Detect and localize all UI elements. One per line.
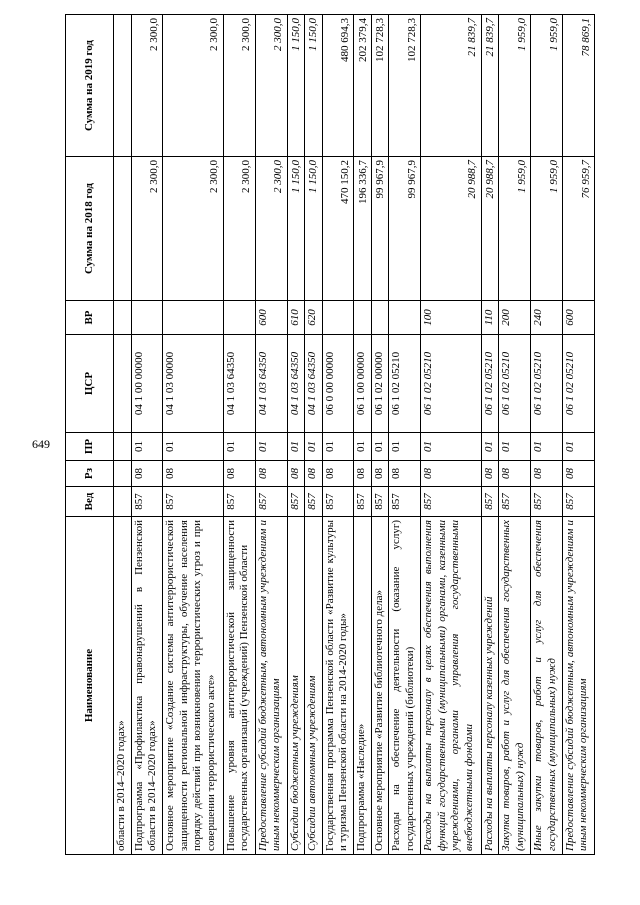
cell-sum-2018: 99 967,9 bbox=[371, 157, 389, 301]
cell-rz: 08 bbox=[322, 461, 354, 487]
table-body bbox=[114, 15, 595, 855]
table-row bbox=[354, 15, 372, 855]
cell-sum-2018: 470 150,2 bbox=[322, 157, 354, 301]
cell-name: Предоставление субсидий бюджетным, автономным учреждениям и иным некоммерческим организациям bbox=[563, 517, 595, 855]
cell-vr: 600 bbox=[255, 301, 287, 335]
cell-sum-2018: 196 336,7 bbox=[354, 157, 372, 301]
cell-vr bbox=[223, 301, 255, 335]
cell-pr: 01 bbox=[322, 433, 354, 461]
cell-sum-2019: 2 300,0 bbox=[223, 15, 255, 157]
cell-rz: 08 bbox=[223, 461, 255, 487]
cell-sum-2019: 1 959,0 bbox=[531, 15, 563, 157]
cell-sum-2018: 1 150,0 bbox=[305, 157, 323, 301]
cell-vr: 100 bbox=[421, 301, 482, 335]
cell-rz: 08 bbox=[499, 461, 531, 487]
cell-csr: 06 1 02 05210 bbox=[563, 335, 595, 433]
cell-vr: 610 bbox=[287, 301, 305, 335]
cell-name: Основное мероприятие «Создание системы антитеррористической защищенности региональной инфраструктуры, обучение населения порядку действий при возникновении террористических угроз и при совершении террористического акте» bbox=[163, 517, 224, 855]
cell-csr bbox=[114, 335, 132, 433]
cell-sum-2019: 2 300,0 bbox=[255, 15, 287, 157]
cell-vr: 620 bbox=[305, 301, 323, 335]
cell-pr: 01 bbox=[531, 433, 563, 461]
table-row bbox=[163, 15, 224, 855]
cell-rz: 08 bbox=[531, 461, 563, 487]
cell-csr: 06 1 00 00000 bbox=[354, 335, 372, 433]
cell-csr: 06 1 02 05210 bbox=[389, 335, 421, 433]
cell-sum-2019 bbox=[114, 15, 132, 157]
table-row bbox=[322, 15, 354, 855]
table-row bbox=[389, 15, 421, 855]
cell-rz bbox=[114, 461, 132, 487]
header-ved: Вед bbox=[66, 487, 114, 517]
cell-csr: 06 1 02 05210 bbox=[421, 335, 482, 433]
cell-rz: 08 bbox=[481, 461, 499, 487]
cell-sum-2019: 202 379,4 bbox=[354, 15, 372, 157]
cell-vr: 200 bbox=[499, 301, 531, 335]
cell-sum-2018: 2 300,0 bbox=[131, 157, 163, 301]
cell-rz: 08 bbox=[163, 461, 224, 487]
cell-sum-2019: 1 150,0 bbox=[287, 15, 305, 157]
table-row bbox=[481, 15, 499, 855]
cell-name: Субсидии автономным учреждениям bbox=[305, 517, 323, 855]
table-row bbox=[114, 15, 132, 855]
cell-sum-2018: 20 988,7 bbox=[481, 157, 499, 301]
cell-pr: 01 bbox=[223, 433, 255, 461]
rotated-table-container bbox=[65, 15, 595, 855]
cell-pr: 01 bbox=[563, 433, 595, 461]
table-row bbox=[305, 15, 323, 855]
cell-vr: 110 bbox=[481, 301, 499, 335]
cell-csr: 04 1 03 64350 bbox=[223, 335, 255, 433]
cell-ved: 857 bbox=[389, 487, 421, 517]
cell-pr: 01 bbox=[421, 433, 482, 461]
cell-pr: 01 bbox=[287, 433, 305, 461]
cell-sum-2019: 2 300,0 bbox=[131, 15, 163, 157]
cell-name: области в 2014–2020 годах» bbox=[114, 517, 132, 855]
cell-rz: 08 bbox=[389, 461, 421, 487]
cell-rz: 08 bbox=[371, 461, 389, 487]
cell-vr bbox=[114, 301, 132, 335]
table-row bbox=[421, 15, 482, 855]
cell-sum-2019: 1 150,0 bbox=[305, 15, 323, 157]
cell-rz: 08 bbox=[563, 461, 595, 487]
cell-rz: 08 bbox=[287, 461, 305, 487]
cell-name: Расходы на выплаты персоналу в целях обеспечения выполнения функций государственными (муниципальными) органами, казенными учреждениями, органами управления государственными внебюджетными фондами bbox=[421, 517, 482, 855]
cell-name: Основное мероприятие «Развитие библиотечного дела» bbox=[371, 517, 389, 855]
header-sum-2019: Сумма на 2019 год bbox=[66, 15, 114, 157]
cell-vr: 240 bbox=[531, 301, 563, 335]
cell-sum-2019: 102 728,3 bbox=[371, 15, 389, 157]
cell-pr: 01 bbox=[131, 433, 163, 461]
cell-csr: 04 1 03 64350 bbox=[305, 335, 323, 433]
cell-rz: 08 bbox=[354, 461, 372, 487]
header-pr: ПР bbox=[66, 433, 114, 461]
cell-csr: 04 1 00 00000 bbox=[131, 335, 163, 433]
cell-pr: 01 bbox=[389, 433, 421, 461]
cell-pr: 01 bbox=[163, 433, 224, 461]
cell-sum-2018 bbox=[114, 157, 132, 301]
cell-vr: 600 bbox=[563, 301, 595, 335]
cell-vr bbox=[322, 301, 354, 335]
cell-pr: 01 bbox=[255, 433, 287, 461]
table-row bbox=[499, 15, 531, 855]
table-row bbox=[371, 15, 389, 855]
cell-vr bbox=[389, 301, 421, 335]
cell-ved bbox=[114, 487, 132, 517]
cell-csr: 04 1 03 64350 bbox=[255, 335, 287, 433]
cell-sum-2018: 2 300,0 bbox=[255, 157, 287, 301]
table-row bbox=[287, 15, 305, 855]
cell-ved: 857 bbox=[305, 487, 323, 517]
cell-sum-2018: 20 988,7 bbox=[421, 157, 482, 301]
budget-table bbox=[65, 14, 595, 855]
cell-ved: 857 bbox=[499, 487, 531, 517]
cell-sum-2019: 21 839,7 bbox=[481, 15, 499, 157]
cell-ved: 857 bbox=[287, 487, 305, 517]
cell-pr: 01 bbox=[354, 433, 372, 461]
header-vr: ВР bbox=[66, 301, 114, 335]
cell-name: Предоставление субсидий бюджетным, автономным учреждениям и иным некоммерческим организациям bbox=[255, 517, 287, 855]
cell-vr bbox=[354, 301, 372, 335]
cell-ved: 857 bbox=[354, 487, 372, 517]
cell-sum-2019: 2 300,0 bbox=[163, 15, 224, 157]
page-number: 649 bbox=[32, 437, 50, 451]
cell-csr: 04 1 03 00000 bbox=[163, 335, 224, 433]
cell-sum-2019: 78 869,1 bbox=[563, 15, 595, 157]
header-csr: ЦСР bbox=[66, 335, 114, 433]
cell-csr: 06 0 00 00000 bbox=[322, 335, 354, 433]
cell-pr: 01 bbox=[305, 433, 323, 461]
cell-pr: 01 bbox=[499, 433, 531, 461]
cell-sum-2018: 76 959,7 bbox=[563, 157, 595, 301]
table-row bbox=[131, 15, 163, 855]
cell-vr bbox=[371, 301, 389, 335]
cell-ved: 857 bbox=[481, 487, 499, 517]
cell-csr: 04 1 03 64350 bbox=[287, 335, 305, 433]
cell-rz: 08 bbox=[255, 461, 287, 487]
table-row bbox=[255, 15, 287, 855]
cell-ved: 857 bbox=[163, 487, 224, 517]
cell-pr: 01 bbox=[371, 433, 389, 461]
cell-ved: 857 bbox=[223, 487, 255, 517]
cell-name: Государственная программа Пензенской области «Развитие культуры и туризма Пензенской области на 2014-2020 годы» bbox=[322, 517, 354, 855]
cell-sum-2019: 102 728,3 bbox=[389, 15, 421, 157]
cell-sum-2018: 1 959,0 bbox=[531, 157, 563, 301]
cell-vr bbox=[163, 301, 224, 335]
cell-name: Расходы на обеспечение деятельности (оказание услуг) государственных учреждений (библиотеки) bbox=[389, 517, 421, 855]
cell-csr: 06 1 02 05210 bbox=[499, 335, 531, 433]
cell-pr: 01 bbox=[481, 433, 499, 461]
cell-sum-2019: 480 694,3 bbox=[322, 15, 354, 157]
header-name: Наименование bbox=[66, 517, 114, 855]
cell-vr bbox=[131, 301, 163, 335]
cell-ved: 857 bbox=[421, 487, 482, 517]
cell-ved: 857 bbox=[371, 487, 389, 517]
cell-sum-2018: 2 300,0 bbox=[163, 157, 224, 301]
cell-name: Подпрограмма «Наследие» bbox=[354, 517, 372, 855]
cell-sum-2018: 1 959,0 bbox=[499, 157, 531, 301]
cell-ved: 857 bbox=[255, 487, 287, 517]
cell-ved: 857 bbox=[531, 487, 563, 517]
cell-sum-2019: 1 959,0 bbox=[499, 15, 531, 157]
cell-ved: 857 bbox=[322, 487, 354, 517]
cell-name: Подпрограмма «Профилактика правонарушений в Пензенской области в 2014–2020 годах» bbox=[131, 517, 163, 855]
cell-rz: 08 bbox=[131, 461, 163, 487]
cell-name: Закупка товаров, работ и услуг для обеспечения государственных (муниципальных) нужд bbox=[499, 517, 531, 855]
cell-csr: 06 1 02 05210 bbox=[481, 335, 499, 433]
cell-csr: 06 1 02 00000 bbox=[371, 335, 389, 433]
cell-name: Субсидии бюджетным учреждениям bbox=[287, 517, 305, 855]
cell-rz: 08 bbox=[305, 461, 323, 487]
header-row bbox=[66, 15, 114, 855]
cell-pr bbox=[114, 433, 132, 461]
cell-sum-2018: 1 150,0 bbox=[287, 157, 305, 301]
cell-ved: 857 bbox=[131, 487, 163, 517]
table-row bbox=[531, 15, 563, 855]
header-rz: Рз bbox=[66, 461, 114, 487]
cell-sum-2018: 2 300,0 bbox=[223, 157, 255, 301]
cell-sum-2018: 99 967,9 bbox=[389, 157, 421, 301]
cell-rz: 08 bbox=[421, 461, 482, 487]
cell-sum-2019: 21 839,7 bbox=[421, 15, 482, 157]
cell-name: Иные закупки товаров, работ и услуг для обеспечения государственных (муниципальных) нужд bbox=[531, 517, 563, 855]
cell-csr: 06 1 02 05210 bbox=[531, 335, 563, 433]
header-sum-2018: Сумма на 2018 год bbox=[66, 157, 114, 301]
cell-ved: 857 bbox=[563, 487, 595, 517]
cell-name: Повышение уровня антитеррористической защищенности государственных организаций (учреждений) Пензенской области bbox=[223, 517, 255, 855]
table-row bbox=[563, 15, 595, 855]
cell-name: Расходы на выплаты персоналу казенных учреждений bbox=[481, 517, 499, 855]
table-row bbox=[223, 15, 255, 855]
